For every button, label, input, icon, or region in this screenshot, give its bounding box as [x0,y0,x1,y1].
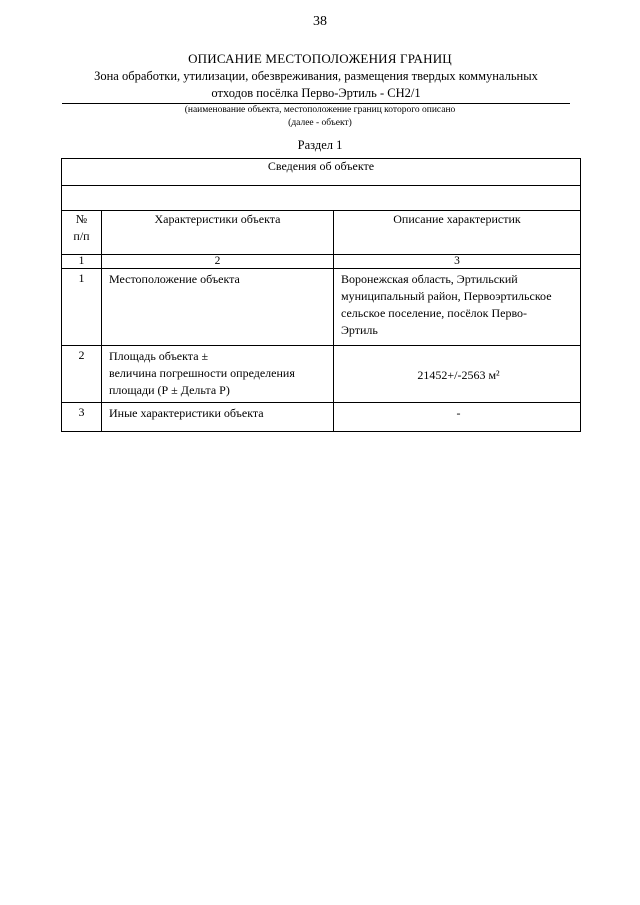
object-name-line-1: Зона обработки, утилизации, обезвреживания, размещения твердых коммунальных [94,69,538,83]
caption-line-2: (далее - объект) [288,118,352,128]
column-number: 3 [334,255,581,269]
characteristic-line: Местоположение объекта [109,272,240,286]
table-row [62,403,581,432]
description-line: сельское поселение, посёлок Перво- [341,306,528,320]
characteristic-line: Площадь объекта ± [109,349,209,363]
caption-line-1: (наименование объекта, местоположение границ которого описано [184,105,456,115]
row-description [334,269,581,346]
description-line: - [456,406,461,420]
header-description: Описание характеристик [334,211,581,255]
description-line: Эртиль [341,323,378,337]
table-blank-row [62,186,581,211]
row-characteristic [102,346,334,403]
row-description [334,403,581,432]
column-number: 1 [62,255,102,269]
description-line: Воронежская область, Эртильский [341,272,518,286]
column-number: 2 [102,255,334,269]
characteristic-line: площади (Р ± Дельта Р) [109,383,230,397]
header-number [62,211,102,255]
table-row [62,269,581,346]
object-name-caption [0,104,640,130]
table-caption: Сведения об объекте [62,159,581,186]
row-description [334,346,581,403]
description-line: 21452+/-2563 м² [417,367,500,382]
object-name-line-2: отходов посёлка Перво-Эртиль - СН2/1 [211,86,421,100]
table-row [62,346,581,403]
table-caption-row [62,159,581,186]
section-title: Раздел 1 [297,138,343,152]
column-number-row [62,255,581,269]
characteristic-line: Иные характеристики объекта [109,406,264,420]
object-info-table [61,158,581,432]
document-title: ОПИСАНИЕ МЕСТОПОЛОЖЕНИЯ ГРАНИЦ [188,51,452,66]
characteristic-line: величина погрешности определения [109,366,295,380]
row-number: 1 [62,269,102,346]
row-characteristic [102,269,334,346]
header-characteristic: Характеристики объекта [102,211,334,255]
table-header-row [62,211,581,255]
row-number: 2 [62,346,102,403]
page-number: 38 [313,14,327,29]
blank-cell [62,186,581,211]
object-name [62,68,570,104]
row-characteristic [102,403,334,432]
header-number-line-1: № [75,212,88,226]
description-line: муниципальный район, Первоэртильское [341,289,552,303]
header-number-line-2: п/п [73,229,90,243]
row-number: 3 [62,403,102,432]
